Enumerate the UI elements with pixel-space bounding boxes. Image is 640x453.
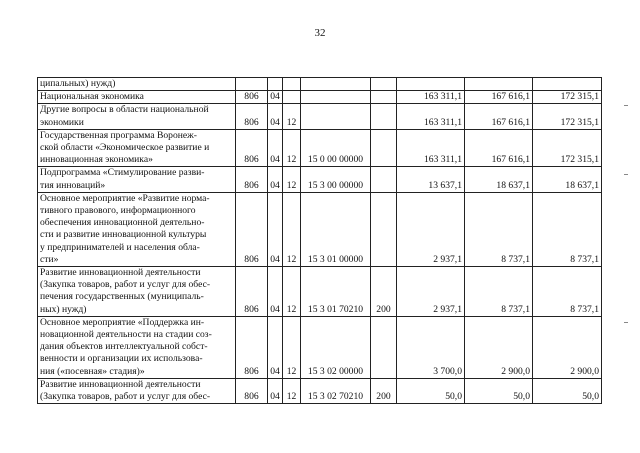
subsection-code-cell: 12 xyxy=(283,378,301,403)
table-row xyxy=(38,267,602,317)
target-article-cell: 15 3 01 70210 xyxy=(301,267,371,317)
page-number: 32 xyxy=(314,27,326,39)
subsection-code-cell: 12 xyxy=(283,316,301,378)
amount-year2-cell: 8 737,1 xyxy=(465,267,533,317)
amount-year2-cell xyxy=(465,78,533,91)
expense-type-cell: 200 xyxy=(371,267,397,317)
row-name-cell: Подпрограмма «Стимулирование разви- тия инноваций» xyxy=(38,167,236,192)
table-row xyxy=(38,91,602,104)
amount-year1-cell: 2 937,1 xyxy=(397,192,465,266)
table-row xyxy=(38,316,602,378)
ministry-code-cell: 806 xyxy=(236,104,268,129)
section-code-cell: 04 xyxy=(268,192,283,266)
subsection-code-cell: 12 xyxy=(283,192,301,266)
amount-year3-cell: 172 315,1 xyxy=(533,91,602,104)
target-article-cell xyxy=(301,78,371,91)
section-code-cell: 04 xyxy=(268,267,283,317)
ministry-code-cell: 806 xyxy=(236,167,268,192)
section-code-cell: 04 xyxy=(268,129,283,167)
section-code-cell: 04 xyxy=(268,91,283,104)
scan-mark xyxy=(624,174,628,175)
expense-type-cell xyxy=(371,78,397,91)
ministry-code-cell: 806 xyxy=(236,192,268,266)
section-code-cell: 04 xyxy=(268,378,283,403)
amount-year2-cell: 167 616,1 xyxy=(465,129,533,167)
ministry-code-cell xyxy=(236,78,268,91)
row-name-cell: Другие вопросы в области национальной экономики xyxy=(38,104,236,129)
table-row xyxy=(38,378,602,403)
budget-table xyxy=(37,77,602,404)
section-code-cell xyxy=(268,78,283,91)
subsection-code-cell: 12 xyxy=(283,267,301,317)
amount-year1-cell: 13 637,1 xyxy=(397,167,465,192)
amount-year1-cell: 163 311,1 xyxy=(397,91,465,104)
expense-type-cell xyxy=(371,91,397,104)
target-article-cell: 15 3 01 00000 xyxy=(301,192,371,266)
subsection-code-cell: 12 xyxy=(283,104,301,129)
row-name-cell: Развитие инновационной деятельности (Закупка товаров, работ и услуг для обес- xyxy=(38,378,236,403)
expense-type-cell xyxy=(371,129,397,167)
ministry-code-cell: 806 xyxy=(236,316,268,378)
expense-type-cell: 200 xyxy=(371,378,397,403)
section-code-cell: 04 xyxy=(268,167,283,192)
ministry-code-cell: 806 xyxy=(236,378,268,403)
amount-year2-cell: 2 900,0 xyxy=(465,316,533,378)
amount-year2-cell: 8 737,1 xyxy=(465,192,533,266)
expense-type-cell xyxy=(371,104,397,129)
amount-year1-cell: 3 700,0 xyxy=(397,316,465,378)
amount-year1-cell xyxy=(397,78,465,91)
section-code-cell: 04 xyxy=(268,104,283,129)
row-name-cell: Основное мероприятие «Поддержка ин- новационной деятельности на стадии соз- дания объектов интеллектуальной собст- венности и организации их использова- ния («посевная» стадия)» xyxy=(38,316,236,378)
row-name-cell: ципальных) нужд) xyxy=(38,78,236,91)
table-row xyxy=(38,192,602,266)
subsection-code-cell: 12 xyxy=(283,129,301,167)
subsection-code-cell xyxy=(283,78,301,91)
table-row xyxy=(38,78,602,91)
row-name-cell: Основное мероприятие «Развитие норма- тивного правового, информационного обеспечения инновационной деятельно- сти и развитие инновационной культуры у предпринимателей и населения обла- сти» xyxy=(38,192,236,266)
amount-year3-cell: 8 737,1 xyxy=(533,267,602,317)
amount-year3-cell: 50,0 xyxy=(533,378,602,403)
target-article-cell xyxy=(301,91,371,104)
amount-year1-cell: 163 311,1 xyxy=(397,129,465,167)
amount-year1-cell: 163 311,1 xyxy=(397,104,465,129)
target-article-cell: 15 0 00 00000 xyxy=(301,129,371,167)
amount-year3-cell: 172 315,1 xyxy=(533,104,602,129)
target-article-cell xyxy=(301,104,371,129)
scan-mark xyxy=(624,105,628,106)
amount-year2-cell: 18 637,1 xyxy=(465,167,533,192)
amount-year2-cell: 167 616,1 xyxy=(465,91,533,104)
target-article-cell: 15 3 00 00000 xyxy=(301,167,371,192)
amount-year3-cell: 18 637,1 xyxy=(533,167,602,192)
target-article-cell: 15 3 02 70210 xyxy=(301,378,371,403)
row-name-cell: Развитие инновационной деятельности (Закупка товаров, работ и услуг для обес- печения государственных (муниципаль- ных) нужд) xyxy=(38,267,236,317)
amount-year3-cell: 172 315,1 xyxy=(533,129,602,167)
section-code-cell: 04 xyxy=(268,316,283,378)
row-name-cell: Национальная экономика xyxy=(38,91,236,104)
subsection-code-cell xyxy=(283,91,301,104)
expense-type-cell xyxy=(371,316,397,378)
amount-year2-cell: 167 616,1 xyxy=(465,104,533,129)
ministry-code-cell: 806 xyxy=(236,129,268,167)
row-name-cell: Государственная программа Воронеж- ской области «Экономическое развитие и инновационная экономика» xyxy=(38,129,236,167)
ministry-code-cell: 806 xyxy=(236,91,268,104)
amount-year3-cell: 2 900,0 xyxy=(533,316,602,378)
scan-mark xyxy=(624,322,628,323)
table-row xyxy=(38,104,602,129)
amount-year1-cell: 2 937,1 xyxy=(397,267,465,317)
ministry-code-cell: 806 xyxy=(236,267,268,317)
table-row xyxy=(38,167,602,192)
expense-type-cell xyxy=(371,167,397,192)
amount-year2-cell: 50,0 xyxy=(465,378,533,403)
target-article-cell: 15 3 02 00000 xyxy=(301,316,371,378)
table-row xyxy=(38,129,602,167)
subsection-code-cell: 12 xyxy=(283,167,301,192)
expense-type-cell xyxy=(371,192,397,266)
amount-year3-cell: 8 737,1 xyxy=(533,192,602,266)
amount-year1-cell: 50,0 xyxy=(397,378,465,403)
amount-year3-cell xyxy=(533,78,602,91)
